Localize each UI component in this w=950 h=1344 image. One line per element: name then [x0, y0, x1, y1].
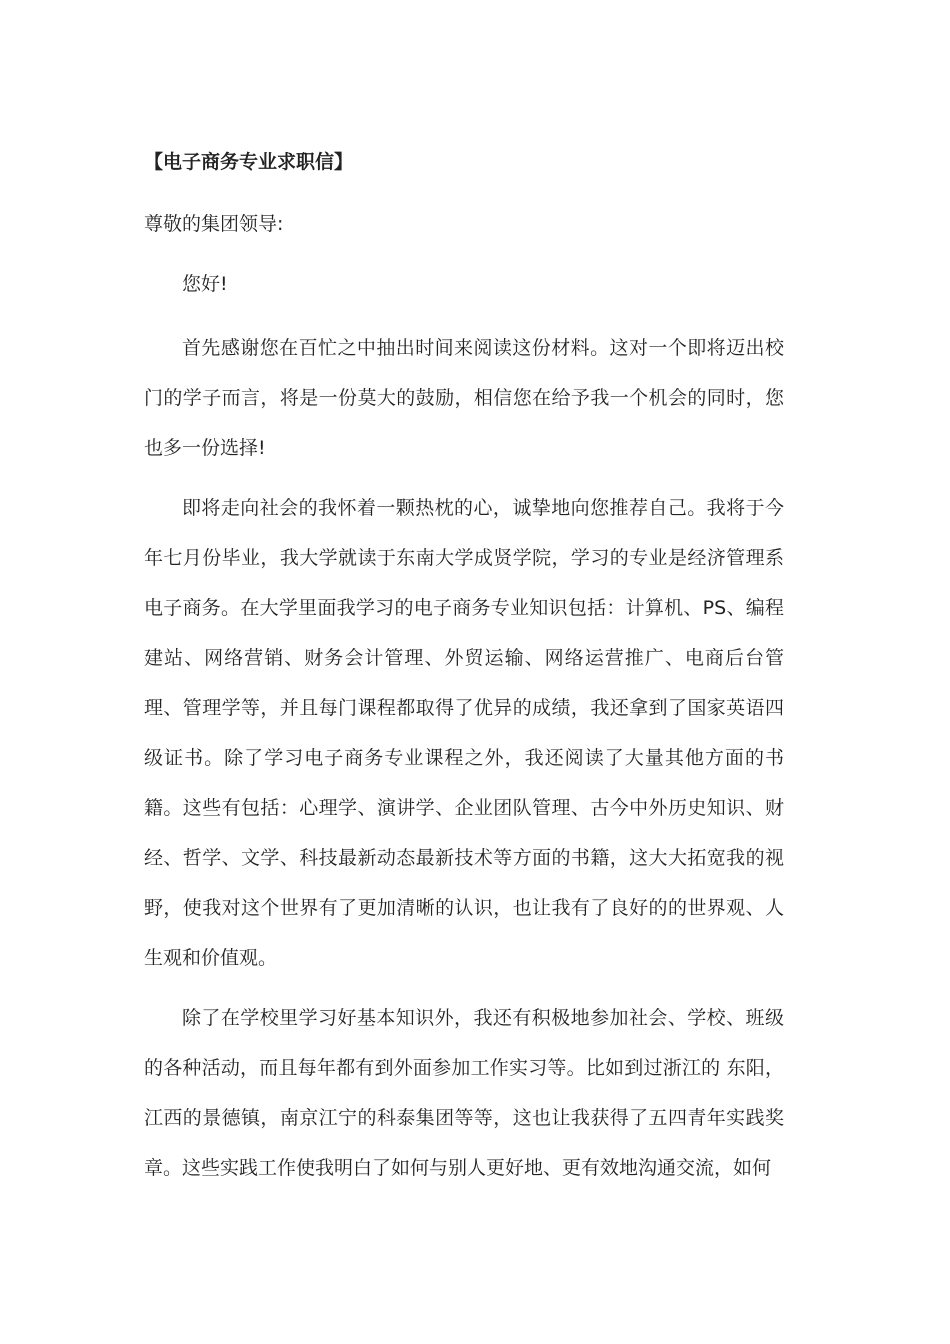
paragraph-intro: 首先感谢您在百忙之中抽出时间来阅读这份材料。这对一个即将迈出校门的学子而言，将是一份莫大的鼓励，相信您在给予我一个机会的同时，您也多一份选择!	[144, 337, 784, 459]
paragraph-education: 即将走向社会的我怀着一颗热枕的心，诚挚地向您推荐自己。我将于今年七月份毕业，我大学就读于东南大学成贤学院，学习的专业是经济管理系电子商务。在大学里面我学习的电子商务专业知识包括：计算机、PS、编程建站、网络营销、财务会计管理、外贸运输、网络运营推广、电商后台管理、管理学等，并且每门课程都取得了优异的成绩，我还拿到了国家英语四级证书。除了学习电子商务专业课程之外，我还阅读了大量其他方面的书籍。这些有包括：心理学、演讲学、企业团队管理、古今中外历史知识、财经、哲学、文学、科技最新动态最新技术等方面的书籍，这大大拓宽我的视野，使我对这个世界有了更加清晰的认识，也让我有了良好的的世界观、人生观和价值观。	[144, 497, 784, 969]
salutation: 尊敬的集团领导:	[144, 213, 284, 235]
paragraph-activities: 除了在学校里学习好基本知识外，我还有积极地参加社会、学校、班级的各种活动，而且每年都有到外面参加工作实习等。比如到过浙江的 东阳，江西的景德镇，南京江宁的科泰集团等等，这也让我获得了五四青年实践奖章。这些实践工作使我明白了如何与别人更好地、更有效地沟通交流，如何	[144, 1007, 784, 1179]
document-title: 【电子商务专业求职信】	[144, 151, 354, 173]
greeting: 您好!	[182, 273, 228, 295]
